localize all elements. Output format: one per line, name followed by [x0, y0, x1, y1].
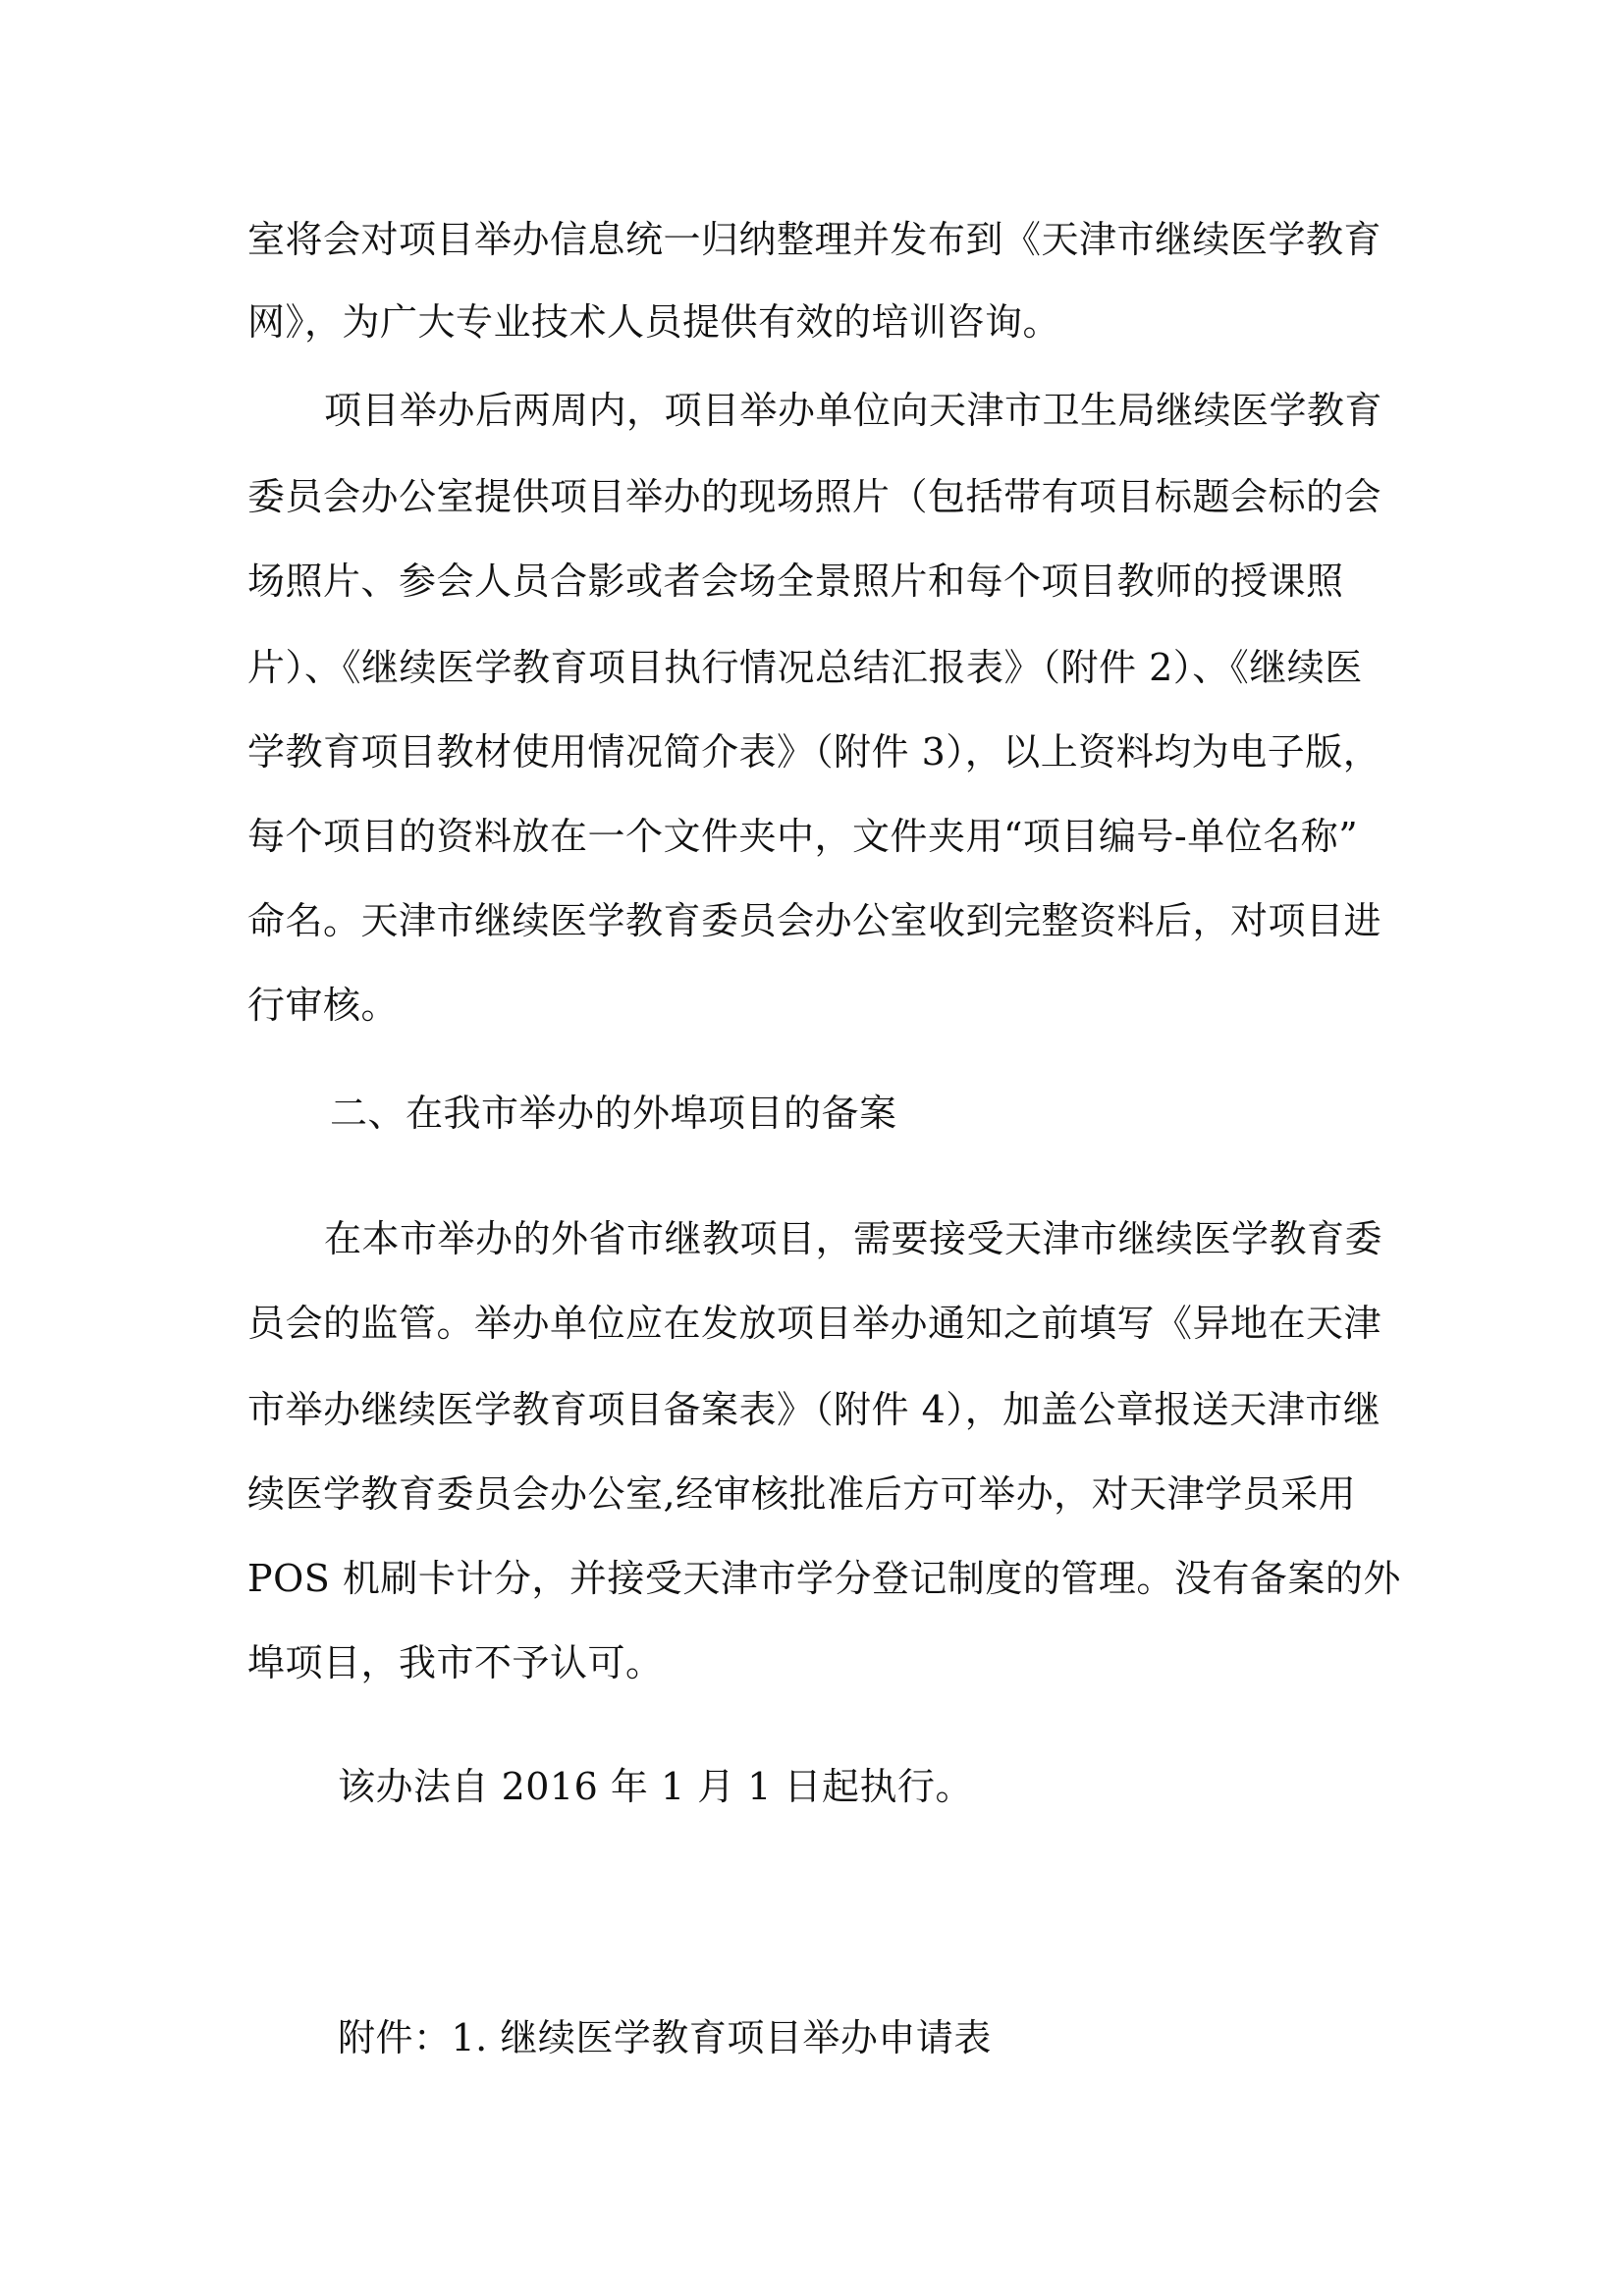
text-line: 场照片、参会人员合影或者会场全景照片和每个项目教师的授课照 [247, 560, 1344, 603]
text-line: 项目举办后两周内，项目举办单位向天津市卫生局继续医学教育 [324, 389, 1383, 432]
text-line: 行审核。 [247, 984, 400, 1027]
text-line: 在本市举办的外省市继教项目，需要接受天津市继续医学教育委 [324, 1217, 1383, 1260]
section-heading: 二、在我市举办的外埠项目的备案 [330, 1092, 897, 1135]
text-line: 委员会办公室提供项目举办的现场照片（包括带有项目标题会标的会 [247, 475, 1382, 518]
text-line: POS 机刷卡计分，并接受天津市学分登记制度的管理。没有备案的外 [247, 1557, 1401, 1600]
effective-date-line: 该办法自 2016 年 1 月 1 日起执行。 [338, 1765, 974, 1808]
text-line: 室将会对项目举办信息统一归纳整理并发布到《天津市继续医学教育 [247, 218, 1382, 261]
text-line: 续医学教育委员会办公室,经审核批准后方可举办，对天津学员采用 [247, 1472, 1357, 1516]
text-line: 每个项目的资料放在一个文件夹中，文件夹用“项目编号-单位名称” [247, 815, 1359, 858]
text-line: 片）、《继续医学教育项目执行情况总结汇报表》（附件 2）、《继续医 [247, 646, 1363, 689]
text-line: 员会的监管。举办单位应在发放项目举办通知之前填写《异地在天津 [247, 1302, 1382, 1345]
attachment-line: 附件：1. 继续医学教育项目举办申请表 [338, 2016, 992, 2059]
text-line: 学教育项目教材使用情况简介表》（附件 3），以上资料均为电子版， [247, 730, 1381, 774]
text-line: 埠项目，我市不予认可。 [247, 1641, 664, 1684]
text-line: 网》，为广大专业技术人员提供有效的培训咨询。 [247, 300, 1061, 344]
text-line: 市举办继续医学教育项目备案表》（附件 4），加盖公章报送天津市继 [247, 1388, 1381, 1431]
text-line: 命名。天津市继续医学教育委员会办公室收到完整资料后，对项目进 [247, 899, 1382, 942]
